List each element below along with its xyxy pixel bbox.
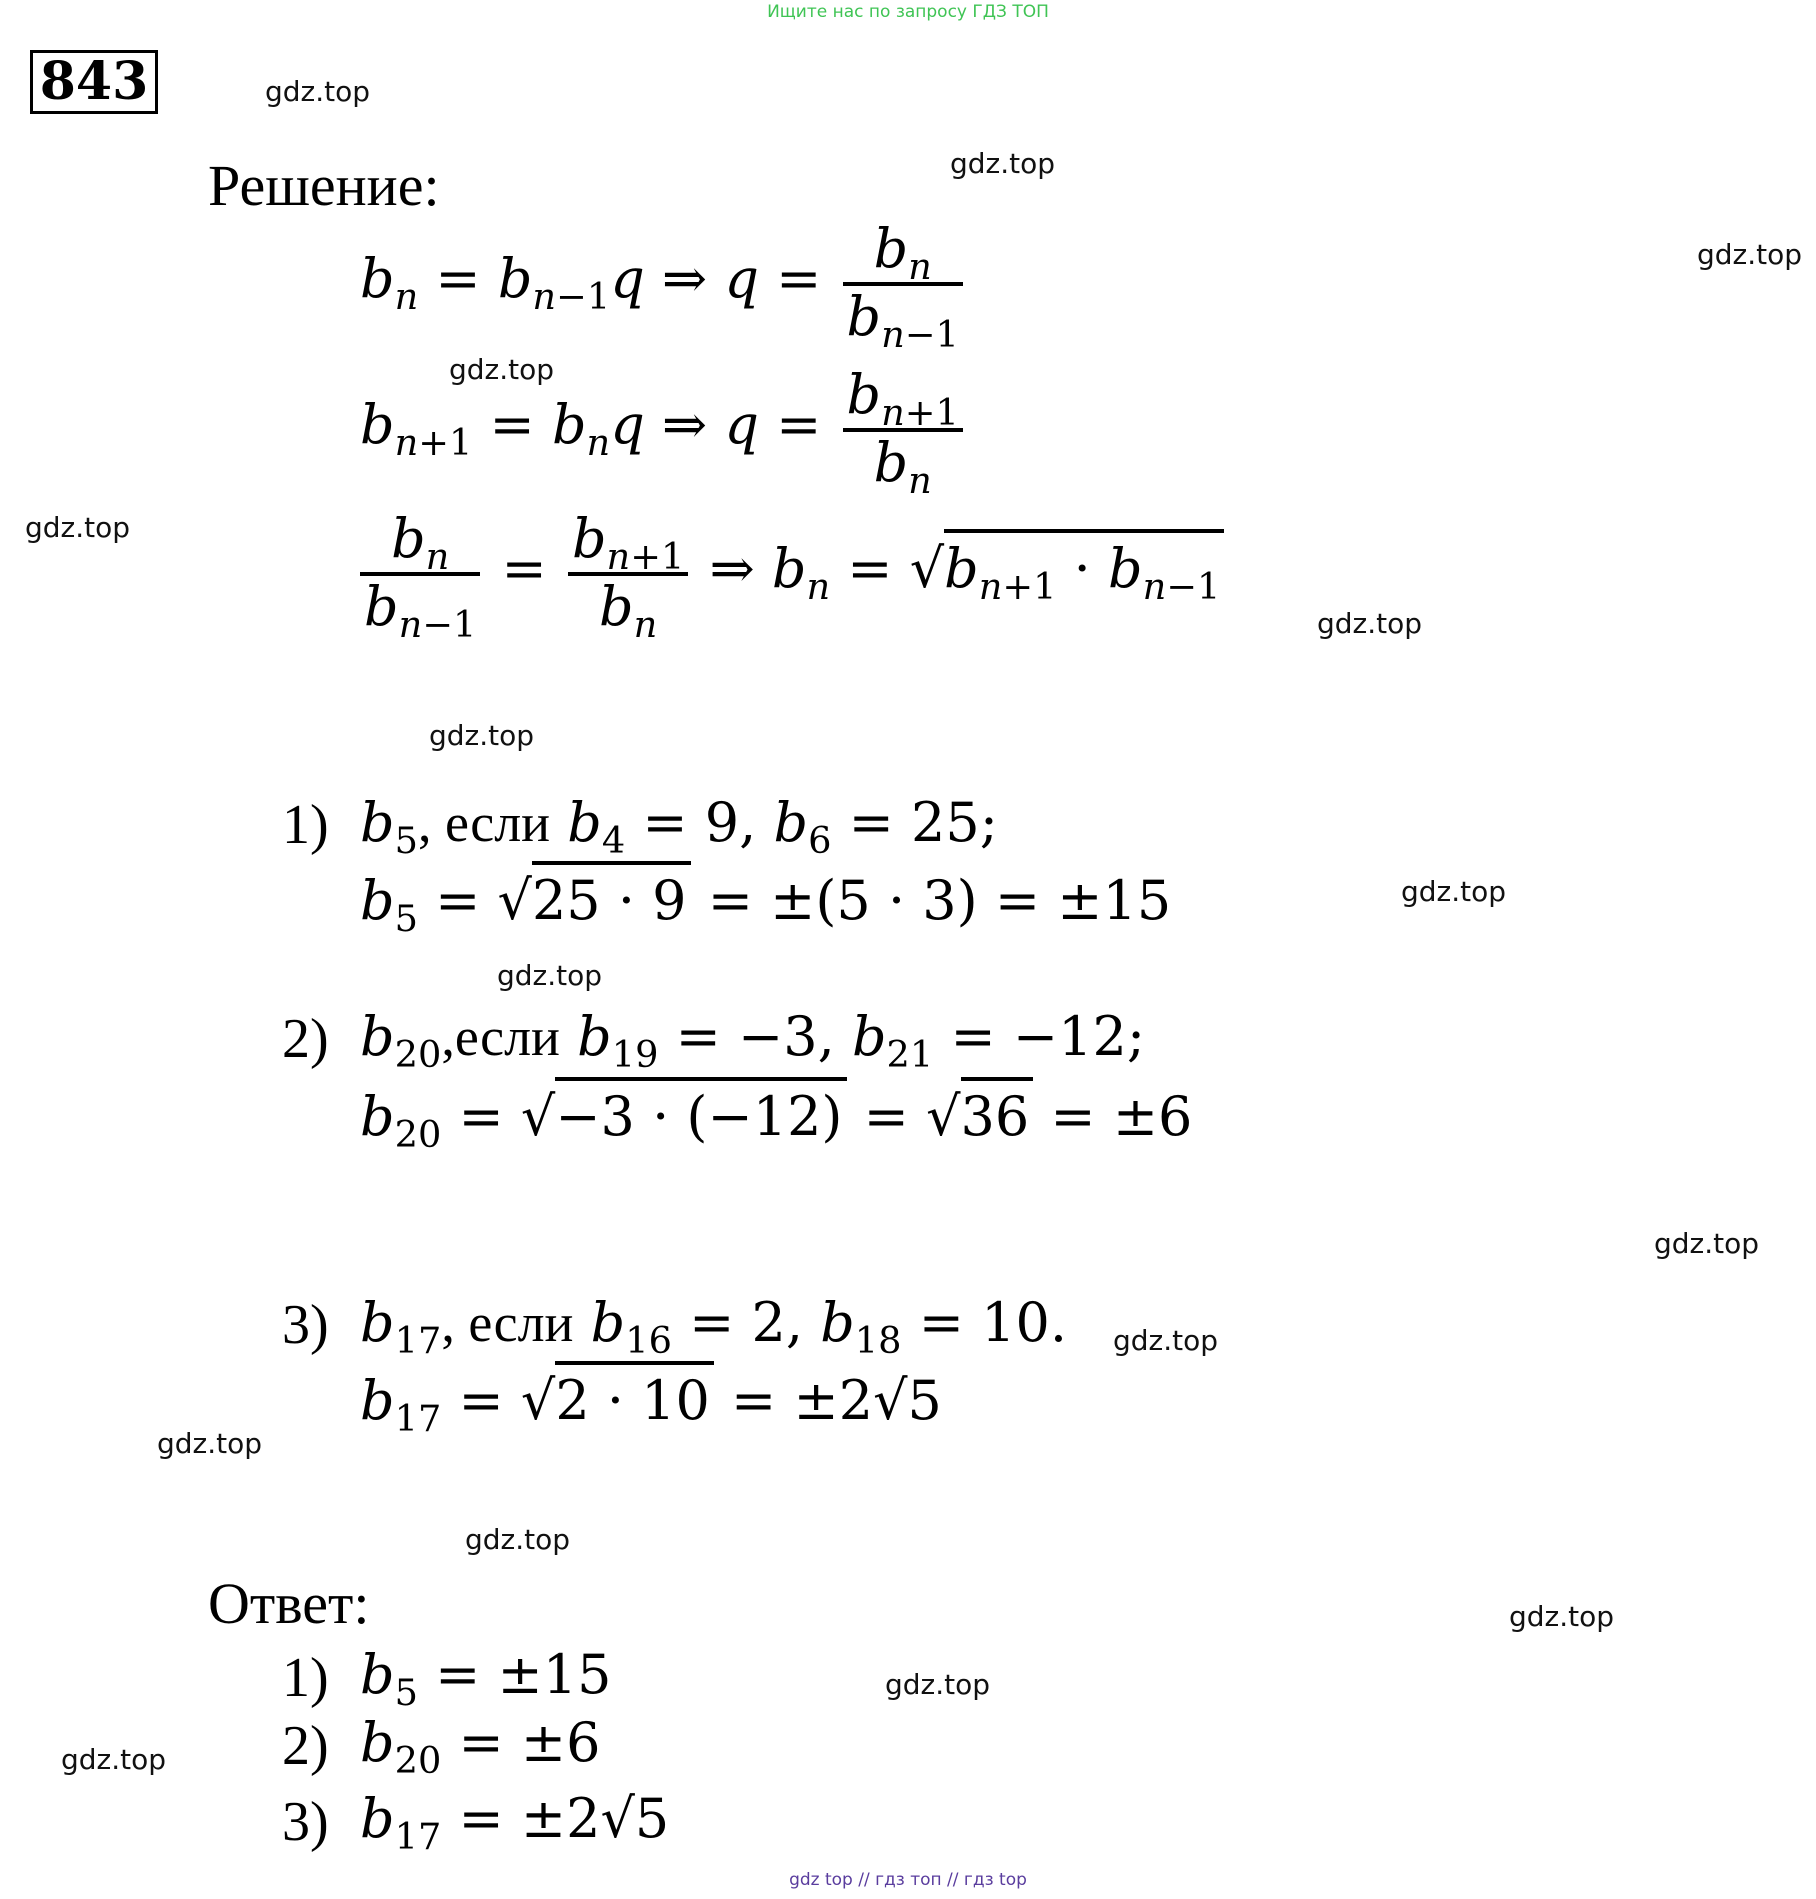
watermark: gdz.top [61, 1743, 167, 1776]
formula-q-from-previous: $b_n = b_{n-1}q$ ⇒ q = $\frac{b_n}{b_{n-1}}$ [360, 222, 967, 344]
item-condition: $b_{17}$, если $b_{16} = 2$, $b_{18} = 10$. [360, 1291, 1067, 1362]
answer-number: 2) [282, 1715, 329, 1777]
solution-heading: Решение: [208, 153, 440, 218]
watermark: gdz.top [1317, 607, 1423, 640]
answer-line: $b_{17} = \pm 2√5$ [360, 1787, 670, 1858]
watermark: gdz.top [497, 959, 603, 992]
footer-tags: gdz top // гдз топ // гдз top [789, 1870, 1027, 1890]
watermark: gdz.top [449, 353, 555, 386]
item-number: 3) [282, 1294, 329, 1356]
formula-q-from-next: $b_{n+1} = b_nq$ ⇒ q = $\frac{b_{n+1}}{b_n}$ [360, 368, 967, 490]
watermark: gdz.top [1697, 238, 1803, 271]
watermark: gdz.top [429, 719, 535, 752]
answer-number: 3) [282, 1791, 329, 1853]
watermark: gdz.top [1113, 1324, 1219, 1357]
watermark: gdz.top [465, 1523, 571, 1556]
formula-geometric-mean: $\frac{b_n}{b_{n-1}}$ = $\frac{b_{n+1}}{b_n}$ ⇒ $b_n = √b_{n+1} \cdot b_{n-1}$ [356, 512, 1224, 634]
header-search-hint: Ищите нас по запросу ГДЗ ТОП [767, 2, 1049, 22]
answer-heading: Ответ: [208, 1571, 370, 1636]
watermark: gdz.top [1654, 1227, 1760, 1260]
answer-line: $b_{20} = \pm 6$ [360, 1711, 601, 1782]
answer-line: $b_5 = \pm 15$ [360, 1643, 612, 1714]
watermark: gdz.top [1509, 1600, 1615, 1633]
item-condition: $b_{20},если$ $b_{19} = -3$, $b_{21} = -12$; [360, 1005, 1146, 1076]
item-calculation: $b_5 = √25 \cdot 9 = \pm(5 \cdot 3) = \pm 15$ [360, 874, 1171, 928]
watermark: gdz.top [25, 511, 131, 544]
item-condition: $b_5$, если $b_4 = 9$, $b_6 = 25$; [360, 791, 998, 862]
watermark: gdz.top [1401, 875, 1507, 908]
task-number: 843 [30, 50, 158, 114]
watermark: gdz.top [157, 1427, 263, 1460]
item-number: 2) [282, 1008, 329, 1070]
item-calculation: $b_{17} = √2 \cdot 10 = \pm 2√5$ [360, 1374, 942, 1428]
item-calculation: $b_{20} = √-3 \cdot (-12) = √36 = \pm 6$ [360, 1090, 1192, 1144]
watermark: gdz.top [265, 75, 371, 108]
watermark: gdz.top [950, 147, 1056, 180]
watermark: gdz.top [885, 1668, 991, 1701]
answer-number: 1) [282, 1647, 329, 1709]
item-number: 1) [282, 794, 329, 856]
